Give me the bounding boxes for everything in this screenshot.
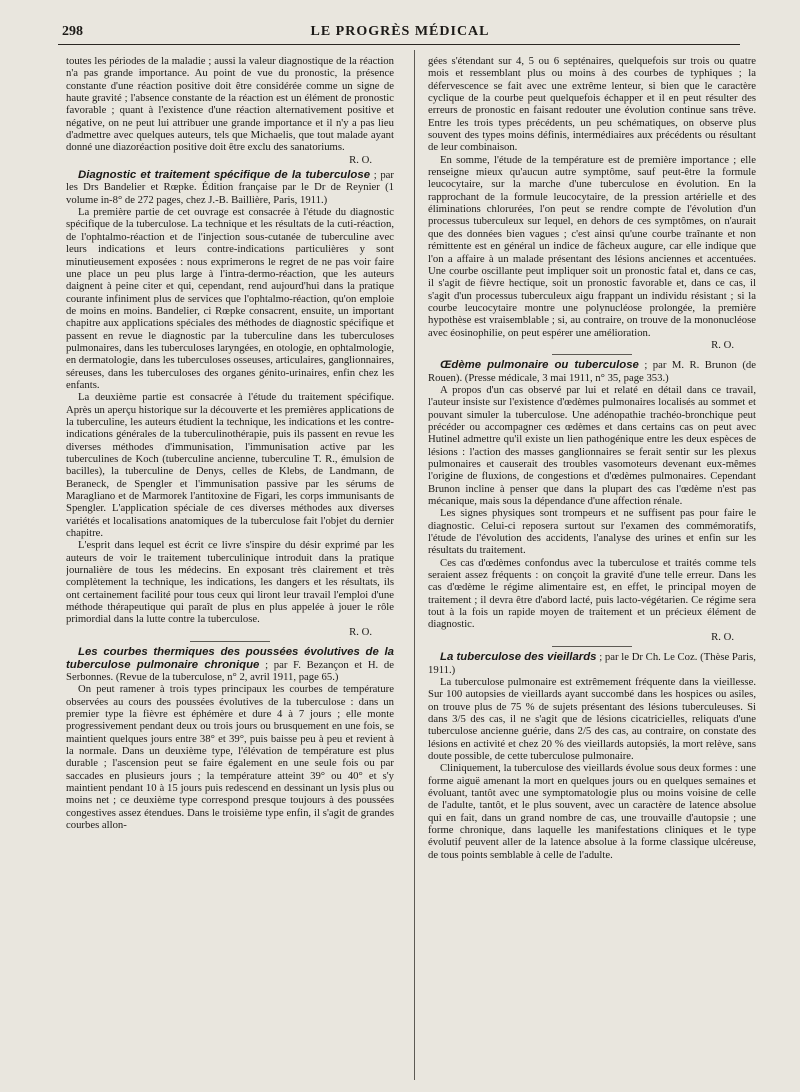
paragraph: gées s'étendant sur 4, 5 ou 6 septénaires, quelquefois sur trois ou quatre mois et ressemblant plus ou moins à des courbes de typhiques ; la défervescence se fait avec une extrême lenteur, si bien que le caractère cyclique de la courbe peut quelquefois échapper et il en peut résulter des erreurs de pronostic en faisant redouter une évolution continue sans trêve. Entre les trois types précédents, un peu schématiques, on observe plus souvent des types moins définis, intermédiaires aux précédents ou résultant de leur combinaison. [428,55,756,154]
paragraph: On peut ramener à trois types principaux les courbes de température observées au cours des poussées évolutives de la tuberculose : dans un premier type la fièvre est éphémère et dure 4 à 7 jours ; elle monte progressivement pendant deux ou trois jours ou brusquement en une fois, se maintient quelques jours entre 38° et 39°, puis baisse peu à peu et revient à la normale. Dans un deuxième type, l'élévation de température est plus durable ; l'ascension peut se faire également en une seule fois ou par saccades en plusieurs jours ; la température atteint 39° ou 40° et s'y maintient pendant 10 à 15 jours puis redescend en dessinant un lysis plus ou moins net ; ce deuxième type correspond presque toujours à des poussées congestives assez étendues. Dans le troisième type enfin, il s'agit de grandes courbes allon- [66,683,394,831]
separator-rule [190,641,270,642]
article-citation: ; par les Drs Bandelier et Rœpke. Édition française par le Dr de Reynier (1 volume in-8° de 272 pages, chez J.-B. Baillière, Paris, 1911.) [66,169,394,206]
page-header [60,24,740,46]
paragraph: Cliniquement, la tuberculose des vieillards évolue sous deux formes : une forme aiguë amenant la mort en quelques jours ou en quelques semaines et évoluant, tantôt avec une symptomatologie plus ou moins voisine de celle de l'adulte, tantôt, et le plus souvent, avec un caractère de latence absolue qui en fait, dans un grand nombre de cas, une trouvaille d'autopsie ; une forme chronique, dans laquelle les manifestations cliniques et le type évolutif peuvent aller de la latence absolue à la forme classique ulcéreuse, de tous points semblable à celle de l'adulte. [428,762,756,861]
courbes-continuation [428,55,756,351]
column-divider [414,50,415,1080]
article-citation: ; par M. R. Brunon (de Rouen). (Presse médicale, 3 mai 1911, n° 35, page 353.) [428,359,756,384]
article-heading [66,169,394,206]
article-courbes-thermiques [66,646,394,831]
article-heading [428,359,756,384]
separator-rule [552,646,632,647]
paragraph: La première partie de cet ouvrage est consacrée à l'étude du diagnostic spécifique de la tuberculose. La technique et les résultats de la cuti-réaction, de l'ophtalmo-réaction et de l'injection sous-cutanée de tuberculine avec leurs indications et leurs contre-indications particulières y sont minutieusement exposées : nous exprimerons le regret de ne pas voir faire une place un peu plus large à l'intra-dermo-réaction, que les auteurs daignent à peine citer et qui, cependant, rend aujourd'hui dans la pratique courante infiniment plus de services que l'ophtalmo-réaction, qu'on emploie de moins en moins. Bandelier, ci Rœpke consacrent, ensuite, un important chapitre aux applications spéciales des méthodes de diagnostic spécifique et passent en revue le diagnostic par la tuberculine dans les tuberculoses pulmonaires, dans les tuberculoses laryngées, en otologie, en ophtalmologie, en dermatologie, dans les tuberculoses osseuses, articulaires, ganglionnaires, séreuses, dans les tuberculoses des organes génito-urinaires, enfin chez les enfants. [66,206,394,391]
intro-continuation [66,55,394,166]
signature: R. O. [349,625,372,638]
paragraph: La deuxième partie est consacrée à l'étude du traitement spécifique. Après un aperçu historique sur la découverte et les premières applications de la tuberculine, les auteurs étudient la technique, les indications et les contre-indications générales de la tuberculinothérapie, puis ils passent en revue les diverses méthodes d'immunisation, l'immunisation active par les tuberculines de Koch (tuberculine ancienne, tuberculine T. R., émulsion de bacilles), la tuberculine de Denys, celles de Klebs, de Landmann, de Beraneck, de Spengler et l'immunisation passive par les sérums de Maragliano et de Marmorek l'antitoxine de Figari, les corps immunisants de Spengler. L'application spéciale de ces diverses méthodes aux diverses variétés et localisations anatomiques de la tuberculose fait l'objet du dernier chapitre. [66,391,394,540]
paragraph: Ces cas d'œdèmes confondus avec la tuberculose et traités comme tels seraient assez fréquents : on conçoit la gravité d'une telle erreur. Dans les cas d'œdème le régime alimentaire est, en effet, le principal moyen de traitement ; il devra être d'abord lacté, puis lacto-végétarien. Ce régime sera tout à la fois un rapide moyen de traitement et un précieux élément de diagnostic. [428,556,756,631]
article-title: Œdème pulmonaire ou tuberculose [440,359,639,372]
article-diagnostic-traitement [66,169,394,638]
separator-rule [552,354,632,355]
paragraph: toutes les périodes de la maladie ; aussi la valeur diagnostique de la réaction n'a pas grande importance. Au point de vue du pronostic, la présence constante d'une réaction positive doit être considérée comme un signe de haute gravité ; l'absence constante de la réaction est un élément de pronostic favorable ; quant à l'existence d'une réaction alternativement positive et négative, on ne peut lui attribuer une grande importance et il n'y a pas lieu d'admettre avec quelques auteurs, tels que Michaelis, que tout malade ayant donné une diazoréaction positive doit être exclu des sanatoriums. [66,55,394,154]
left-column [66,55,394,1080]
article-title: Les courbes thermiques des poussées évolutives de la tuberculose pulmonaire chronique [66,646,394,671]
journal-title: LE PROGRÈS MÉDICAL [310,24,490,39]
signature: R. O. [349,153,372,166]
article-oedeme-pulmonaire [428,359,756,643]
paragraph: La tuberculose pulmonaire est extrêmement fréquente dans la vieillesse. Sur 100 autopsies de vieillards ayant succombé dans les hospices ou asiles, on trouve plus de 75 % de sujets présentant des lésions tuberculeuses. Si dans 3/5 des cas, il ne s'agit que de lésions cicatricielles, reliquats d'une tuberculose ancienne guérie, dans 2/5 des cas, au contraire, on constate des lésions en activité et chez 20 % des vieillards autopsiés, la mort relève, sans doute possible, de cette tuberculose pulmonaire. [428,675,756,762]
article-citation: ; par le Dr Ch. Le Coz. (Thèse Paris, 1911.) [428,651,756,676]
paragraph: Les signes physiques sont trompeurs et ne suffisent pas pour faire le diagnostic. Celui-ci reposera surtout sur l'examen des commémoratifs, l'étude de l'évolution des accidents, l'analyse des urines et enfin sur les résultats du traitement. [428,507,756,557]
article-heading [66,646,394,683]
page-number: 298 [62,24,83,39]
article-tuberculose-vieillards [428,651,756,861]
paragraph: A propos d'un cas observé par lui et relaté en détail dans ce travail, l'auteur insiste sur l'existence d'œdèmes pulmonaires localisés au sommet et pouvant simuler la tuberculose. Une adénopathie trachéo-bronchique peut précéder ou accompagner ces œdèmes et dans certains cas on peut avec Hutinel admettre qu'il existe un lien pathogénique entre les deux espèces de lésions : l'action des masses ganglionnaires se ferait sentir sur les plexus pulmonaires et causerait des troubles vasomoteurs devenant eux-mêmes l'origine de fluxions, de congestions et d'œdèmes pulmonaires. Cependant Brunon incline à penser que dans la plupart des cas l'œdème n'est pas mécanique, mais sous la dépendance d'une affection rénale. [428,383,756,508]
header-rule [58,44,740,45]
article-citation: ; par F. Bezançon et H. de Serbonnes. (Revue de la tuberculose, n° 2, avril 1911, page 65.) [66,658,394,683]
paragraph: L'esprit dans lequel est écrit ce livre s'inspire du désir exprimé par les auteurs de voir le traitement tuberculinique introduit dans la pratique journalière de tous les médecins. En exposant très clairement et très complètement la technique, les indications, les dangers et les résultats, ils ont certainement facilité pour tous ceux qui liront leur travail l'emploi d'une méthode thérapeutique qui paraît de plus en plus appelée à jouer le rôle primordial dans la lutte contre la tuberculose. [66,539,394,626]
article-title: Diagnostic et traitement spécifique de la tuberculose [78,169,371,182]
signature: R. O. [711,630,734,643]
article-title: La tuberculose des vieillards [440,651,597,664]
signature: R. O. [711,338,734,351]
paragraph: En somme, l'étude de la température est de première importance ; elle renseigne mieux qu'aucun autre symptôme, sauf peut-être la formule leucocytaire, sur la marche d'une tuberculose en évolution. En la rapprochant de la formule leucocytaire, de la pression artérielle et des éliminations chlorurées, l'on peut se rendre compte de l'évolution d'un processus tuberculeux sur lequel, en dehors de ces symptômes, on n'aurait que des données bien vagues ; c'est ainsi qu'une courbe traînante et non rémittente est en général un indice de fâcheux augure, car elle indique que l'on a affaire à un malade présentant des lésions anciennes et accentuées. Une courbe oscillante peut impliquer soit un pronostic fatal et, dans ce cas, il s'agit de fièvre hectique, soit un pronostic favorable et, dans ce cas, il s'agit d'un processus tuberculeux aigu frappant un individu résistant ; si la courbe leucocytaire montre une polynucléose prolongée, la première hypothèse est vraisemblable ; si, au contraire, on trouve de la mononucléose avec éosinophilie, on peut espérer une amélioration. [428,153,756,339]
article-heading [428,651,756,676]
right-column [428,55,756,1080]
